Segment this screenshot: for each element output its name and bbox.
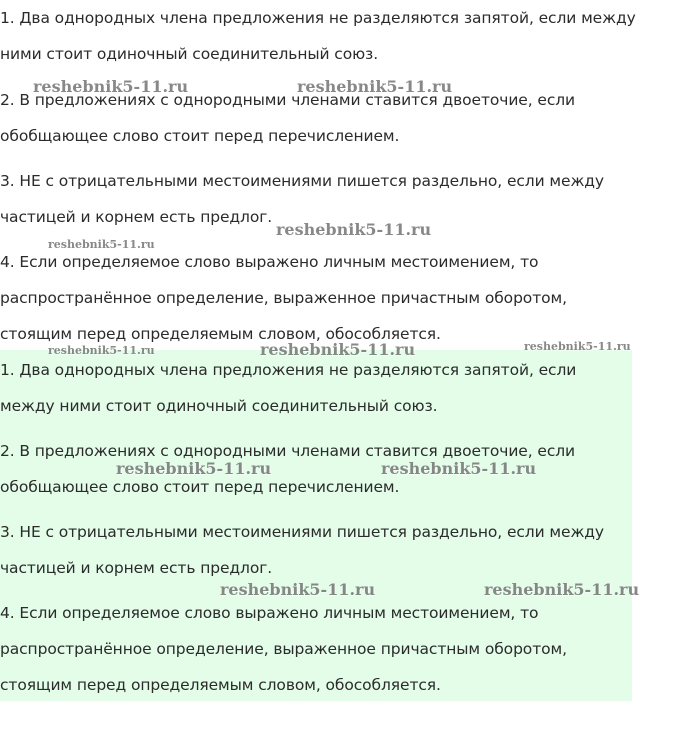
answer-4-line-3: стоящим перед определяемым словом, обособляется. [0, 676, 441, 694]
answer-4-line-2: распространённое определение, выраженное причастным оборотом, [0, 640, 567, 658]
statement-4-line-3: стоящим перед определяемым словом, обособляется. [0, 325, 441, 343]
watermark: reshebnik5-11.ru [48, 238, 155, 251]
answer-4-line-1: 4. Если определяемое слово выражено личным местоимением, то [0, 604, 539, 622]
watermark: reshebnik5-11.ru [484, 580, 640, 599]
answer-1-line-1: 1. Два однородных члена предложения не разделяются запятой, если [0, 361, 577, 379]
watermark: reshebnik5-11.ru [381, 459, 537, 478]
statement-1-line-1: 1. Два однородных члена предложения не разделяются запятой, если между [0, 9, 636, 27]
watermark: reshebnik5-11.ru [297, 77, 453, 96]
watermark: reshebnik5-11.ru [524, 340, 631, 353]
watermark: reshebnik5-11.ru [220, 580, 376, 599]
statement-4-line-1: 4. Если определяемое слово выражено личным местоимением, то [0, 253, 539, 271]
statement-3-line-2: частицей и корнем есть предлог. [0, 208, 273, 226]
statement-1-line-2: ними стоит одиночный соединительный союз. [0, 45, 379, 63]
watermark: reshebnik5-11.ru [116, 459, 272, 478]
statement-2-line-1: 2. В предложениях с однородными членами ставится двоеточие, если [0, 91, 576, 109]
answer-1-line-2: между ними стоит одиночный соединительный союз. [0, 397, 438, 415]
statement-3-line-1: 3. НЕ с отрицательными местоимениями пишется раздельно, если между [0, 172, 605, 190]
answer-2-line-2: обобщающее слово стоит перед перечислением. [0, 478, 400, 496]
statement-4-line-2: распространённое определение, выраженное причастным оборотом, [0, 289, 567, 307]
answer-box [0, 350, 632, 701]
answer-3-line-1: 3. НЕ с отрицательными местоимениями пишется раздельно, если между [0, 523, 605, 541]
watermark: reshebnik5-11.ru [260, 340, 416, 359]
statements-plain [0, 0, 680, 350]
statement-2-line-2: обобщающее слово стоит перед перечислением. [0, 127, 400, 145]
answer-3-line-2: частицей и корнем есть предлог. [0, 559, 273, 577]
answer-2-line-1: 2. В предложениях с однородными членами ставится двоеточие, если [0, 442, 576, 460]
watermark: reshebnik5-11.ru [33, 77, 189, 96]
watermark: reshebnik5-11.ru [48, 344, 155, 357]
watermark: reshebnik5-11.ru [276, 220, 432, 239]
